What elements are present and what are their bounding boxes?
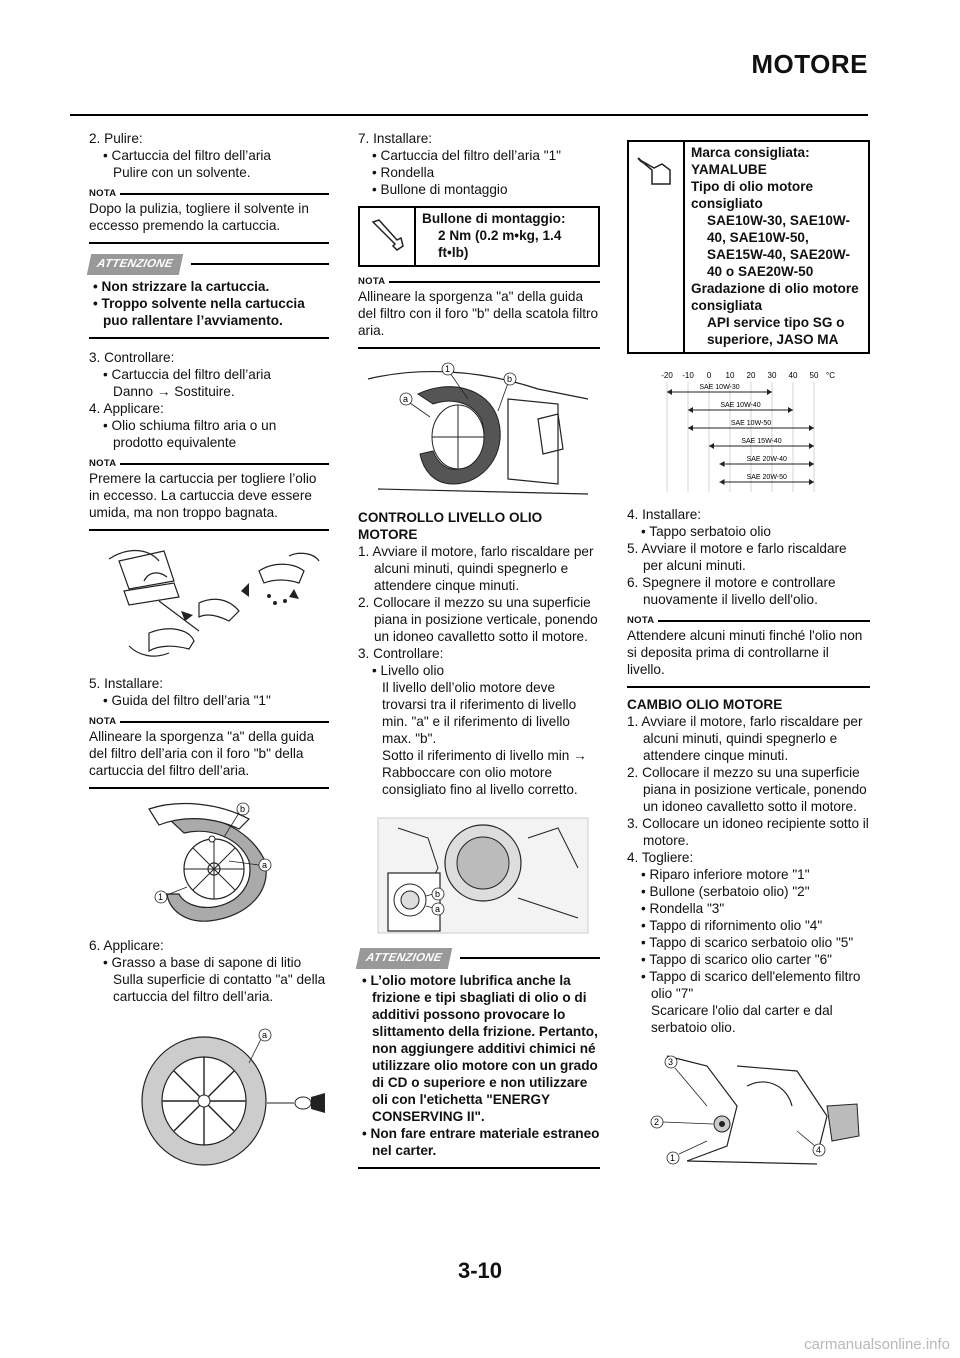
install-step-4-bullet: • Tappo serbatoio olio	[641, 524, 771, 539]
note-box-5	[627, 614, 870, 688]
check-step-1: 1. Avviare il motore, farlo riscaldare per alcuni minuti, quindi spegnerlo e attendere cinque minuti.	[358, 544, 594, 593]
note-text: Attendere alcuni minuti finché l'olio non si deposita prima di controllarne il livello.	[627, 628, 863, 677]
warning-item: • L’olio motore lubrifica anche la frizione e tipi sbagliati di olio o di additivi possono provocare lo slittamento della frizione. Pertanto, non aggiungere additivi chimici né utilizzare olio motore con un grado di CD o superiore e non utilizzare oli con l'etichetta "ENERGY CONSERVING II".	[362, 973, 598, 1124]
warning-item: • Troppo solvente nella cartuccia puo rallentare l’avviamento.	[93, 296, 305, 328]
tick-label: 50	[809, 371, 819, 380]
install-step-4: 4. Installare:	[627, 507, 702, 522]
change-step-4-bullet: • Tappo di scarico olio carter "6"	[641, 952, 832, 967]
figure-filter-oil	[89, 541, 329, 665]
unit-label: °C	[826, 371, 835, 380]
change-step-4-bullet: • Tappo di rifornimento olio "4"	[641, 918, 823, 933]
note-box-2	[89, 457, 329, 531]
range-arrow-left	[720, 479, 725, 485]
callout-1: 1	[158, 892, 164, 902]
install-step-5: 5. Avviare il motore e farlo riscaldare per alcuni minuti.	[627, 541, 847, 573]
oil-can-icon	[629, 142, 685, 352]
step-3: 3. Controllare:	[89, 350, 175, 365]
spec-title: Bullone di montaggio:	[422, 211, 566, 226]
note-label: NOTA	[89, 716, 117, 727]
range-label: SAE 20W-50	[746, 474, 787, 481]
spec-grade-label: Gradazione di olio motore consigliata	[691, 281, 859, 313]
change-step-4-bullet: • Riparo inferiore motore "1"	[641, 867, 810, 882]
column-2	[358, 130, 600, 1179]
page-header	[0, 0, 960, 120]
check-step-3: 3. Controllare:	[358, 646, 444, 661]
figure-airbox	[358, 359, 600, 499]
figure-drain	[627, 1046, 870, 1172]
figure-grease	[89, 1023, 329, 1173]
note-box-4	[358, 275, 600, 349]
spec-brand: Marca consigliata: YAMALUBE	[691, 145, 810, 177]
change-step-4: 4. Togliere:	[627, 850, 694, 865]
step-5-bullet: • Guida del filtro dell’aria "1"	[103, 693, 271, 708]
change-step-3: 3. Collocare un idoneo recipiente sotto il motore.	[627, 816, 869, 848]
header-rule	[70, 114, 868, 116]
note-text: Allineare la sporgenza "a" della guida del filtro con il foro "b" della scatola filtro aria.	[358, 289, 599, 338]
note-box-3	[89, 715, 329, 789]
range-label: SAE 10W-40	[720, 402, 761, 409]
range-arrow-left	[688, 425, 693, 431]
range-label: SAE 10W-30	[699, 384, 740, 391]
viscosity-chart	[627, 366, 870, 496]
step-7-bullet: • Rondella	[372, 165, 435, 180]
range-arrow-left	[667, 389, 672, 395]
change-step-4-bullet: • Tappo di scarico dell'elemento filtro olio "7"	[641, 969, 861, 1001]
watermark: carmanualsonline.info	[804, 1336, 950, 1353]
callout-4: 4	[816, 1145, 822, 1155]
range-arrow-right	[809, 443, 814, 449]
callout-b: b	[435, 889, 441, 899]
warning-box-1	[89, 254, 329, 339]
step-7: 7. Installare:	[358, 131, 433, 146]
page-number: 3-10	[457, 1258, 503, 1283]
oil-spec-box	[627, 140, 870, 354]
install-step-6: 6. Spegnere il motore e controllare nuovamente il livello dell'olio.	[627, 575, 836, 607]
note-text: Dopo la pulizia, togliere il solvente in eccesso premendo la cartuccia.	[89, 201, 309, 233]
tick-label: 0	[706, 371, 712, 380]
hands-squeezing-illustration	[89, 541, 329, 665]
range-arrow-right	[809, 461, 814, 467]
range-arrow-right	[809, 425, 814, 431]
spec-value: 2 Nm (0.2 m•kg, 1.4 ft•lb)	[438, 228, 562, 260]
change-step-2: 2. Collocare il mezzo su una superficie piana in posizione verticale, ponendo un idoneo cavalletto sotto il motore.	[627, 765, 867, 814]
step-6-sub: Sulla superficie di contatto "a" della cartuccia del filtro dell’aria.	[113, 972, 326, 1004]
tick-label: 20	[746, 371, 756, 380]
tick-label: 10	[725, 371, 735, 380]
column-1	[89, 130, 329, 1183]
figure-filter-guide	[89, 799, 329, 927]
tick-label: -10	[682, 371, 694, 380]
note-label: NOTA	[89, 188, 117, 199]
step-5: 5. Installare:	[89, 676, 164, 691]
change-step-4-bullet: • Tappo di scarico serbatoio olio "5"	[641, 935, 854, 950]
step-6: 6. Applicare:	[89, 938, 164, 953]
step-4: 4. Applicare:	[89, 401, 164, 416]
callout-2: 2	[654, 1117, 660, 1127]
viscosity-chart-svg	[627, 366, 870, 496]
note-label: NOTA	[627, 615, 655, 626]
note-label: NOTA	[89, 458, 117, 469]
torque-spec-box	[358, 206, 600, 267]
tick-label: 30	[767, 371, 777, 380]
page-title: MOTORE	[751, 49, 868, 79]
check-step-3-sub: Il livello dell’olio motore deve trovarsi tra il riferimento di livello min. "a" e il riferimento di livello max. "b".	[382, 680, 577, 746]
range-arrow-right	[788, 407, 793, 413]
change-step-4-bullet: • Bullone (serbatoio olio) "2"	[641, 884, 810, 899]
spec-grade-value: API service tipo SG o superiore, JASO MA	[707, 315, 845, 347]
grease-cartridge-illustration	[89, 1023, 329, 1173]
note-text: Allineare la sporgenza "a" della guida del filtro dell’aria con il foro "b" della cartuccia del filtro dell’aria.	[89, 729, 315, 778]
spec-type-value: SAE10W-30, SAE10W-40, SAE10W-50, SAE15W-40, SAE20W-40 o SAE20W-50	[707, 213, 850, 279]
callout-a: a	[262, 860, 268, 870]
callout-b: b	[507, 374, 513, 384]
airbox-illustration	[358, 359, 600, 499]
warning-item: • Non strizzare la cartuccia.	[93, 279, 270, 294]
step-2-sub: Pulire con un solvente.	[113, 165, 251, 180]
change-step-4-bullet: • Rondella "3"	[641, 901, 725, 916]
callout-3: 3	[668, 1057, 674, 1067]
tick-label: 40	[788, 371, 798, 380]
callout-1: 1	[445, 364, 451, 374]
callout-1: 1	[670, 1153, 676, 1163]
step-6-bullet: • Grasso a base di sapone di litio	[103, 955, 302, 970]
step-7-bullet: • Cartuccia del filtro dell’aria "1"	[372, 148, 561, 163]
step-2-bullet: • Cartuccia del filtro dell’aria	[103, 148, 271, 163]
filter-guide-illustration	[89, 799, 329, 927]
engine-drain-illustration	[627, 1046, 870, 1172]
column-3	[627, 140, 870, 1182]
step-4-bullet: • Olio schiuma filtro aria o un prodotto equivalente	[103, 418, 277, 450]
range-arrow-right	[767, 389, 772, 395]
step-7-bullet: • Bullone di montaggio	[372, 182, 508, 197]
note-text: Premere la cartuccia per togliere l’olio in eccesso. La cartuccia deve essere umida, ma non troppo bagnata.	[89, 471, 317, 520]
callout-a: a	[435, 904, 441, 914]
range-arrow-left	[688, 407, 693, 413]
range-arrow-left	[709, 443, 714, 449]
figure-oil-window	[358, 808, 600, 938]
tick-label: -20	[661, 371, 673, 380]
section-title-oil-level: CONTROLLO LIVELLO OLIO MOTORE	[358, 510, 543, 542]
warning-box-2	[358, 948, 600, 1169]
spec-type-label: Tipo di olio motore consigliato	[691, 179, 814, 211]
note-label: NOTA	[358, 276, 386, 287]
callout-a: a	[262, 1030, 268, 1040]
range-arrow-right	[809, 479, 814, 485]
wrench-icon	[360, 208, 416, 265]
range-label: SAE 10W-50	[730, 420, 772, 427]
range-arrow-left	[720, 461, 725, 467]
warning-item: • Non fare entrare materiale estraneo nel carter.	[362, 1126, 600, 1158]
callout-b: b	[240, 804, 246, 814]
note-box-1	[89, 187, 329, 244]
change-step-4-sub: Scaricare l'olio dal carter e dal serbatoio olio.	[651, 1003, 833, 1035]
warning-label: ATTENZIONE	[87, 254, 183, 275]
check-step-2: 2. Collocare il mezzo su una superficie piana in posizione verticale, ponendo un idoneo cavalletto sotto il motore.	[358, 595, 598, 644]
engine-oil-window-illustration	[358, 808, 600, 938]
change-step-1: 1. Avviare il motore, farlo riscaldare per alcuni minuti, quindi spegnerlo e attendere cinque minuti.	[627, 714, 863, 763]
range-label: SAE 20W-40	[746, 456, 787, 463]
step-2: 2. Pulire:	[89, 131, 143, 146]
check-step-3-bullet: • Livello olio	[372, 663, 445, 678]
section-title-oil-change: CAMBIO OLIO MOTORE	[627, 697, 783, 712]
warning-label: ATTENZIONE	[356, 948, 452, 969]
range-label: SAE 15W-40	[741, 438, 782, 445]
step-3-sub: Danno → Sostituire.	[113, 384, 235, 399]
check-step-3-sub2: Sotto il riferimento di livello min → Rabboccare con olio motore consigliato fino al livello corretto.	[382, 748, 587, 797]
callout-a: a	[403, 394, 409, 404]
step-3-bullet: • Cartuccia del filtro dell’aria	[103, 367, 271, 382]
